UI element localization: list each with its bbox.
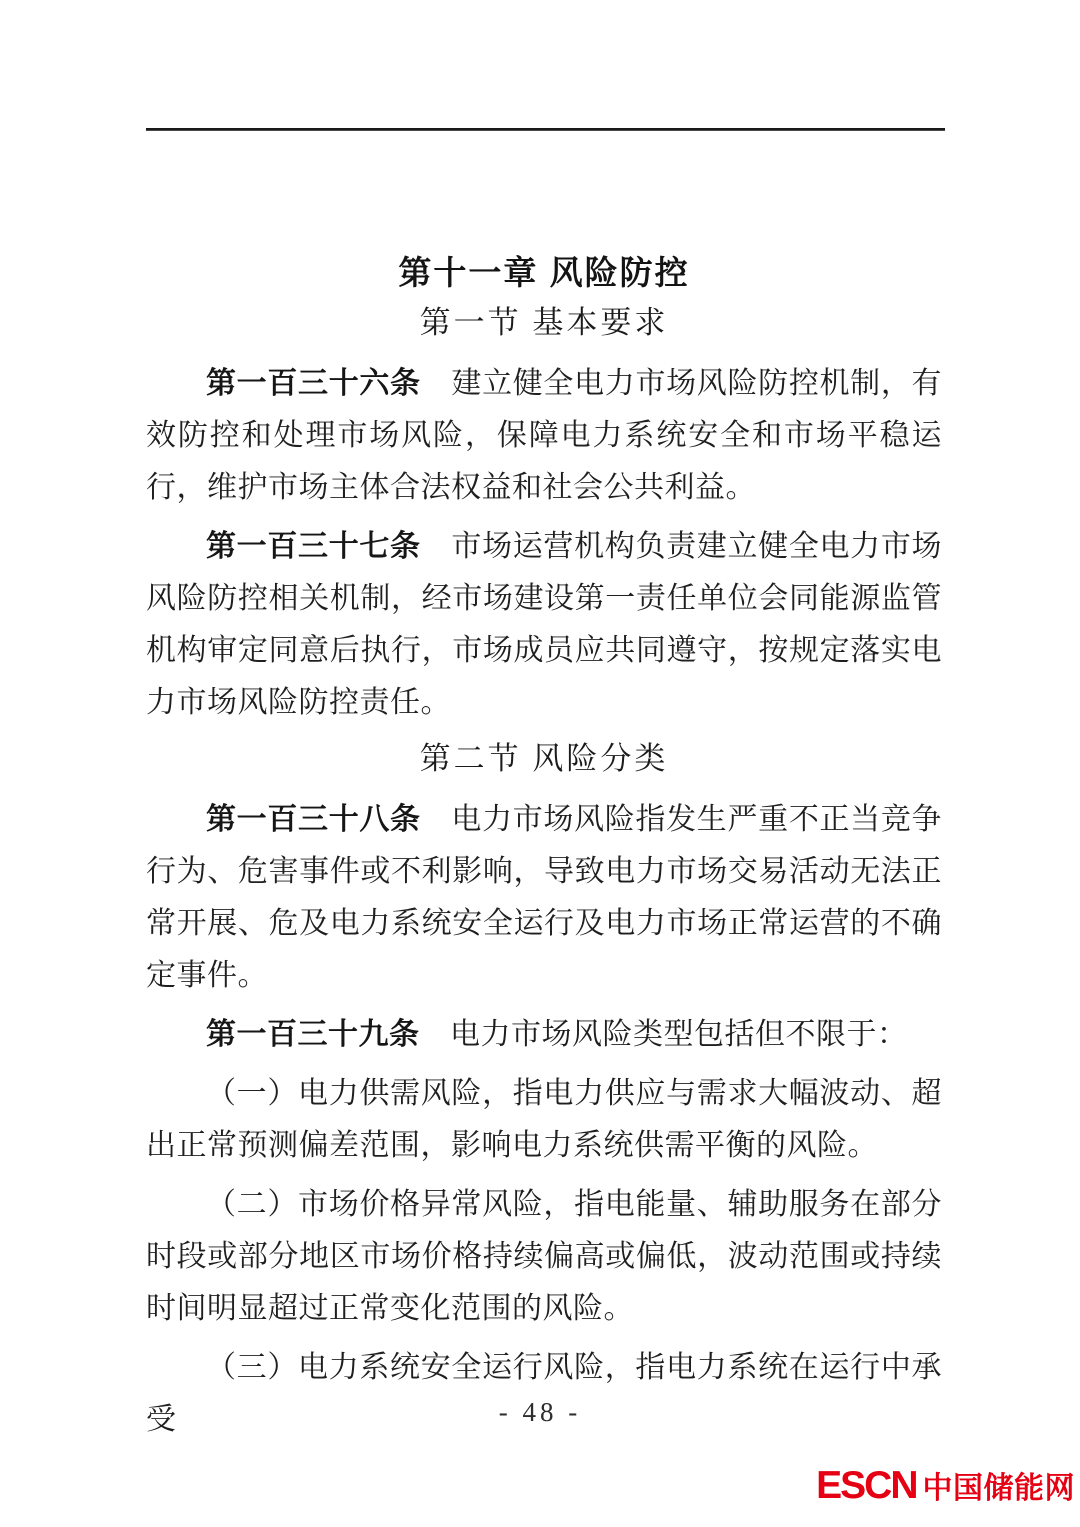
article-text: 建立健全电力市场风险防控机制，有效防控和处理市场风险，保障电力系统安全和市场平稳运行，维护市场主体合法权益和社会公共利益。 [146,367,943,504]
header-rule [146,128,945,131]
article-number: 第一百三十八条 [206,803,421,836]
article-paragraph [146,521,942,729]
article-text: 电力市场风险指发生严重不正当竞争行为、危害事件或不利影响，导致电力市场交易活动无法正常开展、危及电力系统安全运行及电力市场正常运营的不确定事件。 [146,803,943,992]
logo-latin-text: ESCN [816,1464,917,1507]
escn-logo [816,1464,1075,1507]
article-text: 电力市场风险类型包括但不限于： [450,1018,908,1051]
article-paragraph [146,1342,942,1446]
article-text: （二）市场价格异常风险，指电能量、辅助服务在部分时段或部分地区市场价格持续偏高或偏低，波动范围或持续时间明显超过正常变化范围的风险。 [146,1188,942,1325]
logo-cjk-text: 中国储能网 [922,1472,1075,1505]
article-paragraph [146,1009,942,1061]
article-paragraph [146,794,942,1002]
article-number: 第一百三十六条 [206,367,421,400]
article-number: 第一百三十七条 [206,530,421,563]
article-paragraph [146,1179,942,1335]
document-content [146,252,942,1453]
article-paragraph [146,358,942,514]
page-number: - 48 - [498,1397,582,1427]
article-text: 市场运营机构负责建立健全电力市场风险防控相关机制，经市场建设第一责任单位会同能源监管机构审定同意后执行，市场成员应共同遵守，按规定落实电力市场风险防控责任。 [146,530,943,719]
chapter-title: 第十一章 风险防控 [398,254,690,291]
article-paragraph [146,1068,942,1172]
section-title: 第一节 基本要求 [419,305,669,340]
article-number: 第一百三十九条 [206,1018,420,1051]
article-text: （三）电力系统安全运行风险，指电力系统在运行中承受 [146,1351,942,1436]
sections-container [146,300,942,1446]
section-title: 第二节 风险分类 [419,741,669,776]
article-text: （一）电力供需风险，指电力供应与需求大幅波动、超出正常预测偏差范围，影响电力系统供需平衡的风险。 [146,1077,942,1162]
